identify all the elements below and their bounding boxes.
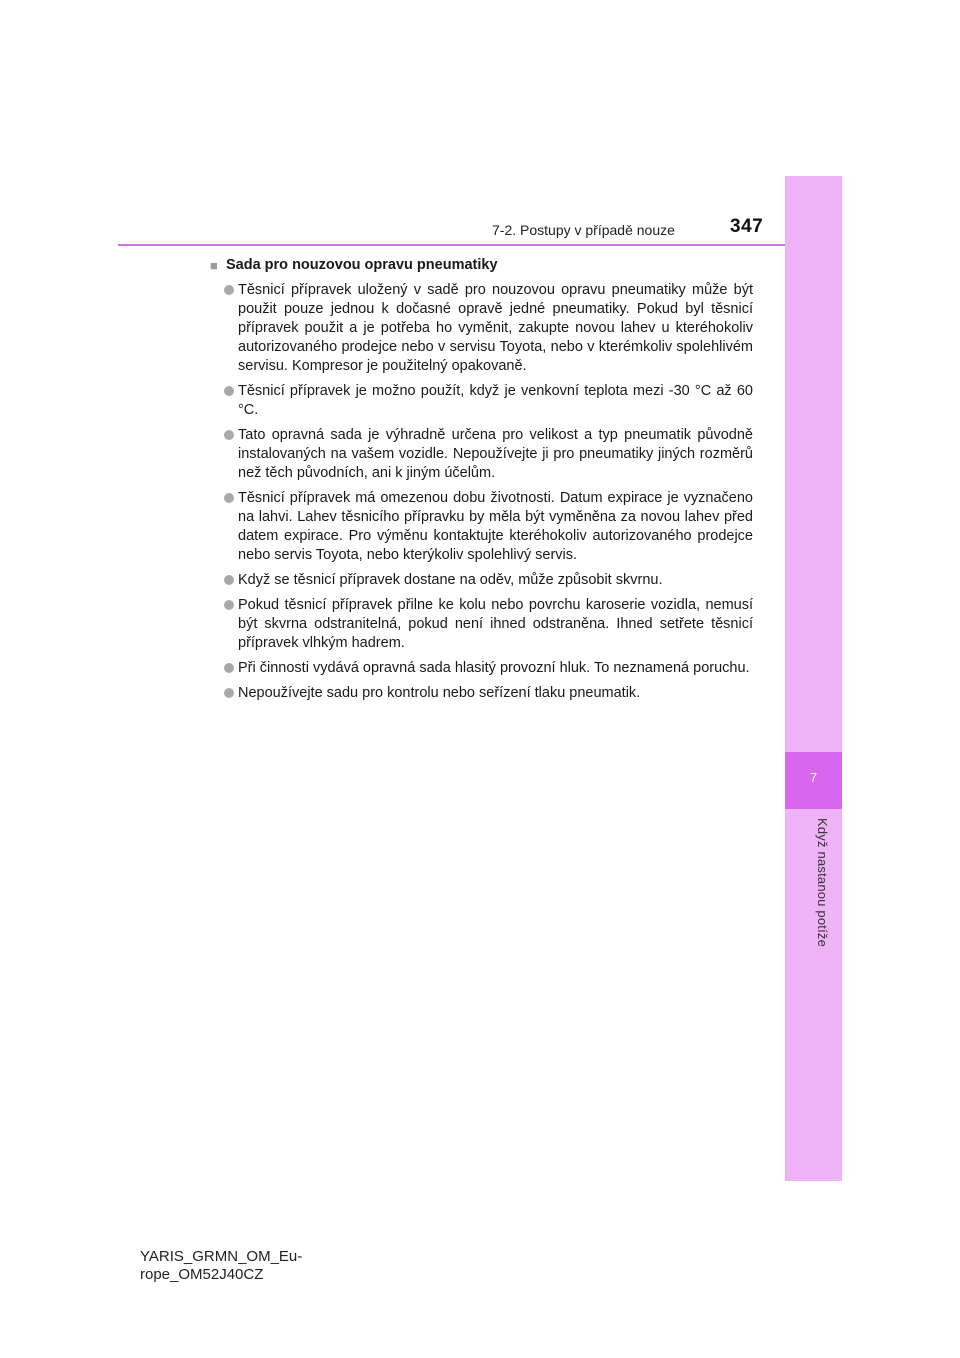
list-item	[210, 426, 753, 483]
round-bullet-icon	[224, 493, 234, 503]
chapter-side-tab	[785, 176, 842, 1181]
round-bullet-icon	[224, 688, 234, 698]
round-bullet-icon	[224, 600, 234, 610]
bullet-list	[210, 281, 753, 703]
list-item	[210, 596, 753, 653]
list-item	[210, 281, 753, 376]
chapter-title: Když nastanou potíže	[815, 818, 830, 948]
list-item	[210, 382, 753, 420]
list-item-text: Těsnicí přípravek je možno použít, když je venkovní teplota mezi -30 °C až 60 °C.	[238, 383, 753, 418]
document-code-line-2: rope_OM52J40CZ	[140, 1266, 264, 1283]
document-code	[140, 1248, 302, 1284]
round-bullet-icon	[224, 386, 234, 396]
square-bullet-icon: ■	[210, 258, 218, 273]
round-bullet-icon	[224, 575, 234, 585]
page-number: 347	[730, 216, 764, 237]
document-code-line-1: YARIS_GRMN_OM_Eu-	[140, 1248, 303, 1265]
list-item-text: Tato opravná sada je výhradně určena pro velikost a typ pneumatik původně instalovaných na vašem vozidle. Nepoužívejte ji pro pneumatiky jiných rozměrů než těch původních, ani k jiným účelům.	[238, 427, 753, 481]
round-bullet-icon	[224, 663, 234, 673]
page-content	[210, 256, 753, 709]
header-divider	[118, 244, 785, 246]
list-item-text: Těsnicí přípravek má omezenou dobu životnosti. Datum expirace je vyznačeno na lahvi. Lahev těsnicího přípravku by měla být vyměněna za novou lahev před datem expirace. Pro výměnu kontaktujte kteréhokoliv autorizovaného prodejce nebo servis Toyota, nebo kterýkoliv spolehlivý servis.	[238, 490, 753, 563]
chapter-number: 7	[809, 770, 818, 785]
round-bullet-icon	[224, 430, 234, 440]
list-item	[210, 571, 753, 590]
list-item-text: Těsnicí přípravek uložený v sadě pro nouzovou opravu pneumatiky může být použit pouze jednou k dočasné opravě jedné pneumatiky. Pokud byl těsnicí přípravek použit a je potřeba ho vyměnit, zakupte novou lahev u kteréhokoliv autorizovaného prodejce nebo v servisu Toyota, nebo v kterémkoliv spolehlivém servisu. Kompresor je použitelný opakovaně.	[238, 282, 753, 374]
list-item	[210, 489, 753, 565]
section-heading	[210, 256, 753, 275]
round-bullet-icon	[224, 285, 234, 295]
list-item-text: Když se těsnicí přípravek dostane na oděv, může způsobit skvrnu.	[238, 572, 663, 588]
list-item-text: Pokud těsnicí přípravek přilne ke kolu nebo povrchu karoserie vozidla, nemusí být skvrna odstranitelná, pokud není ihned odstraněna. Ihned setřete těsnicí přípravek vlhkým hadrem.	[238, 597, 753, 651]
section-title: 7-2. Postupy v případě nouze	[492, 222, 675, 238]
list-item	[210, 684, 753, 703]
section-heading-text: Sada pro nouzovou opravu pneumatiky	[226, 257, 498, 273]
list-item	[210, 659, 753, 678]
list-item-text: Nepoužívejte sadu pro kontrolu nebo seřízení tlaku pneumatik.	[238, 685, 641, 701]
list-item-text: Při činnosti vydává opravná sada hlasitý provozní hluk. To neznamená poruchu.	[238, 660, 750, 676]
